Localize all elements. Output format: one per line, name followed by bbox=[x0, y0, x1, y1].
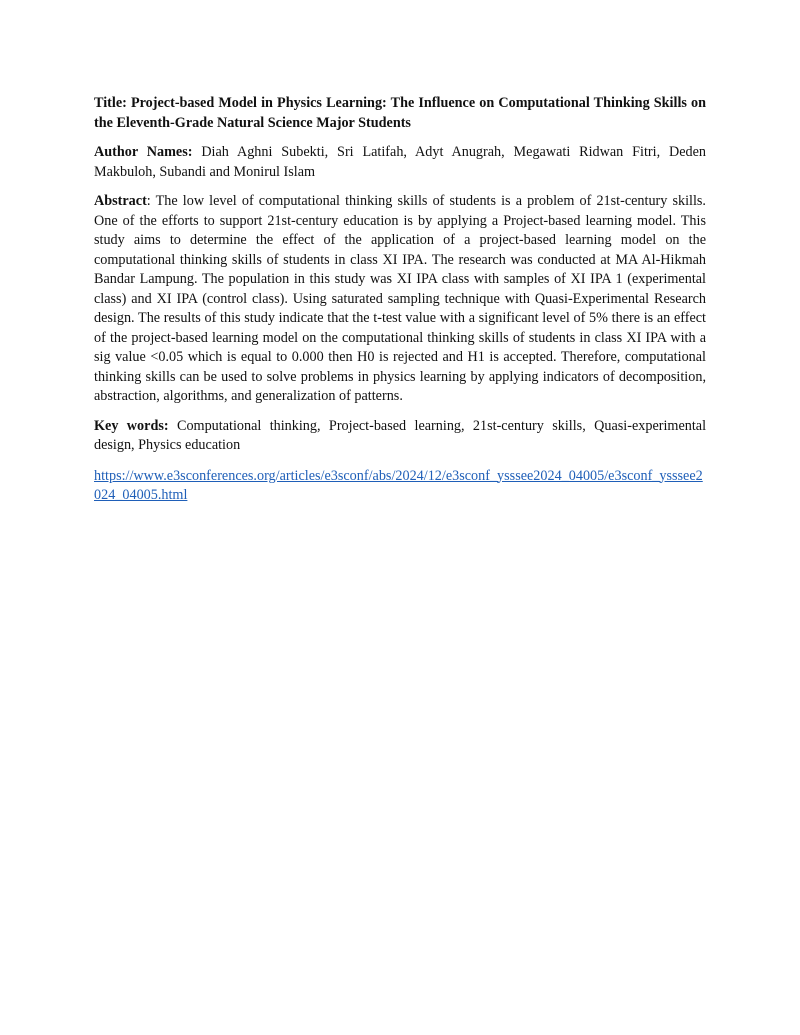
abstract-paragraph bbox=[94, 192, 706, 407]
link-paragraph bbox=[94, 467, 706, 506]
abstract-separator: : bbox=[146, 193, 151, 209]
authors-paragraph bbox=[94, 143, 706, 182]
keywords-paragraph bbox=[94, 417, 706, 456]
document-content bbox=[94, 94, 706, 516]
title-paragraph bbox=[94, 94, 706, 133]
authors-label: Author Names: bbox=[94, 144, 193, 160]
title-label: Title: bbox=[94, 95, 127, 111]
keywords-text: Computational thinking, Project-based learning, 21st-century skills, Quasi-experimental design, Physics education bbox=[94, 417, 707, 453]
author-names: Diah Aghni Subekti, Sri Latifah, Adyt Anugrah, Megawati Ridwan Fitri, Deden Makbuloh, Subandi and Monirul Islam bbox=[94, 144, 706, 180]
article-link[interactable]: https://www.e3sconferences.org/articles/e3sconf/abs/2024/12/e3sconf_ysssee2024_04005/e3sconf_ysssee2024_04005.html bbox=[94, 467, 703, 503]
abstract-label: Abstract bbox=[94, 193, 147, 209]
abstract-text: The low level of computational thinking skills of students is a problem of 21st-century skills. One of the efforts to support 21st-century education is by applying a Project-based learning model. This study aims to determine the effect of the application of a project-based learning model on the computational thinking skills of students in class XI IPA. The research was conducted at MA Al-Hikmah Bandar Lampung. The population in this study was XI IPA class with samples of XI IPA 1 (experimental class) and XI IPA (control class). Using saturated sampling technique with Quasi-Experimental Research design. The results of this study indicate that the t-test value with a significant level of 5% there is an effect of the project-based learning model on the computational thinking skills of students in class XI IPA with a sig value <0.05 which is equal to 0.000 then H0 is rejected and H1 is accepted. Therefore, computational thinking skills can be used to solve problems in physics learning by applying indicators of decomposition, abstraction, algorithms, and generalization of patterns. bbox=[94, 193, 706, 404]
keywords-label: Key words: bbox=[94, 417, 169, 434]
paper-title: Project-based Model in Physics Learning: The Influence on Computational Thinking Skills on the Eleventh-Grade Natural Science Major Students bbox=[94, 95, 707, 131]
